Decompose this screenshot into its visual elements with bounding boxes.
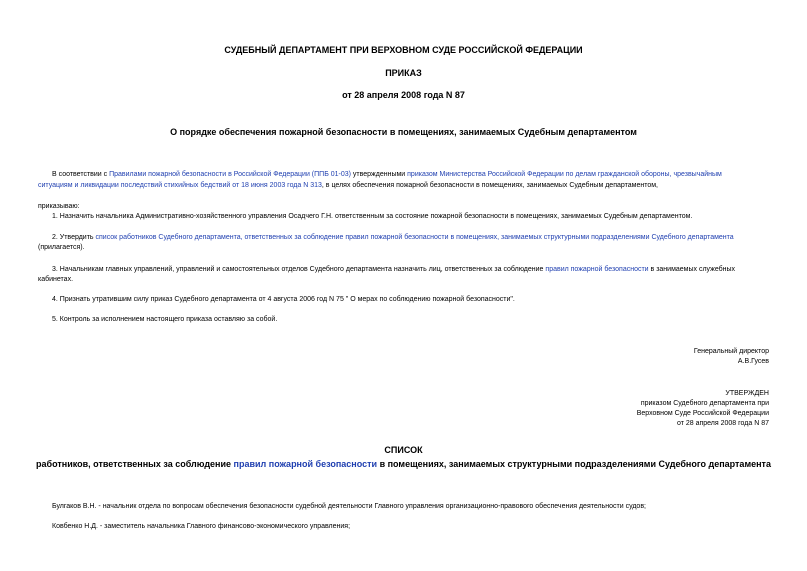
doc-date: от 28 апреля 2008 года N 87	[342, 90, 465, 100]
list-item: Ковбенко Н.Д. - заместитель начальника Главного финансово-экономического управления;	[52, 523, 351, 530]
doc-title: О порядке обеспечения пожарной безопасности в помещениях, занимаемых Судебным департаментом	[170, 127, 637, 137]
approval-line-2: приказом Судебного департамента при	[640, 400, 769, 407]
preamble-line-2	[38, 180, 658, 191]
item-3-text: 3. Начальникам главных управлений, управлений и самостоятельных отделов Судебного департамента назначить лиц, ответственных за соблюдение	[52, 266, 546, 273]
order-word: приказываю:	[38, 203, 80, 210]
approval-title: УТВЕРЖДЕН	[725, 390, 769, 397]
item-5: 5. Контроль за исполнением настоящего приказа оставляю за собой.	[52, 316, 278, 323]
signature-name: А.В.Гусев	[737, 358, 769, 365]
approval-line-4: от 28 апреля 2008 года N 87	[676, 420, 769, 427]
fire-rules-link[interactable]: Правилами пожарной безопасности в Российской Федерации (ППБ 01-03)	[109, 171, 351, 178]
list-item: Булгаков В.Н. - начальник отдела по вопросам обеспечения безопасности судебной деятельности Главного управления организационно-правового обеспечения деятельности судов;	[52, 503, 646, 510]
preamble-text: , в целях обеспечения пожарной безопасности в помещениях, занимаемых Судебным департаментом,	[321, 182, 658, 189]
item-3-line-2: кабинетах.	[38, 276, 74, 283]
item-2-line-2: (прилагается).	[38, 244, 85, 251]
fire-rules-link-2[interactable]: правил пожарной безопасности	[545, 266, 649, 273]
list-subtitle-text: в помещениях, занимаемых структурными подразделениями Судебного департамента	[377, 459, 771, 469]
item-3-text: в занимаемых служебных	[648, 266, 736, 273]
item-1: 1. Назначить начальника Административно-хозяйственного управления Осадчего Г.Н. ответственным за состояние пожарной безопасности в помещениях, занимаемых Судебным департаментом.	[52, 213, 693, 220]
item-3-line-1	[52, 264, 735, 275]
signature-position: Генеральный директор	[693, 348, 769, 355]
doc-type-heading: ПРИКАЗ	[385, 68, 422, 78]
preamble-line-1	[52, 169, 722, 180]
staff-list-link[interactable]: список работников Судебного департамента, ответственных за соблюдение правил пожарной безопасности в помещениях, занимаемых структурными подразделениями Судебного департамента	[95, 234, 734, 241]
fire-rules-link-3[interactable]: правил пожарной безопасности	[233, 459, 378, 469]
org-heading: СУДЕБНЫЙ ДЕПАРТАМЕНТ ПРИ ВЕРХОВНОМ СУДЕ РОССИЙСКОЙ ФЕДЕРАЦИИ	[224, 45, 583, 55]
item-2-line-1	[52, 232, 734, 243]
list-subtitle	[0, 459, 807, 469]
item-4: 4. Признать утратившим силу приказ Судебного департамента от 4 августа 2006 год N 75 " О мерах по соблюдению пожарной безопасности".	[52, 296, 515, 303]
ministry-order-link-part1[interactable]: приказом Министерства Российской Федерации по делам гражданской обороны, чрезвычайным	[407, 171, 722, 178]
approval-line-3: Верховном Суде Российской Федерации	[636, 410, 769, 417]
preamble-text: В соответствии с	[52, 171, 110, 178]
preamble-text: утвержденными	[350, 171, 408, 178]
list-title: СПИСОК	[384, 445, 423, 455]
ministry-order-link-part2[interactable]: ситуациям и ликвидации последствий стихийных бедствий от 18 июня 2003 года N 313	[38, 182, 322, 189]
list-subtitle-text: работников, ответственных за соблюдение	[36, 459, 234, 469]
item-2-text: 2. Утвердить	[52, 234, 96, 241]
